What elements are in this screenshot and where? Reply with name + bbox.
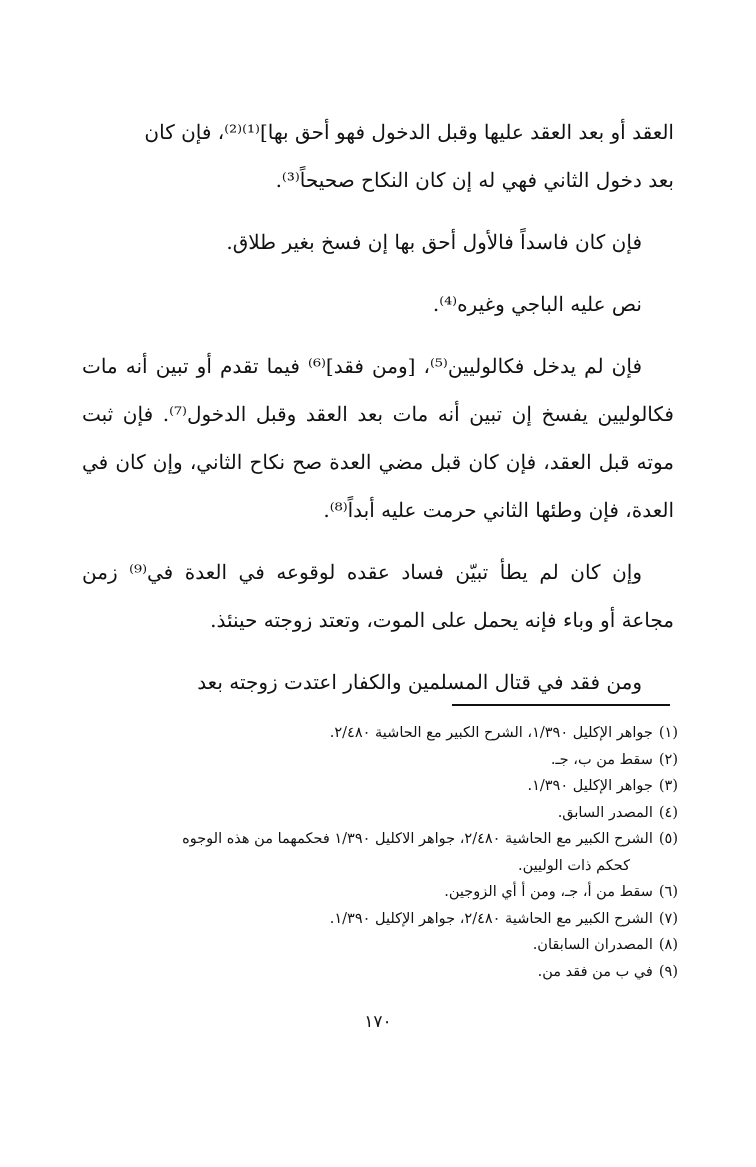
paragraph: فإن كان فاسداً فالأول أحق بها إن فسخ بغير طلاق. xyxy=(226,230,642,254)
footnote-text: جواهر الإكليل ١/٣٩٠، الشرح الكبير مع الحاشية ٢/٤٨٠. xyxy=(329,725,653,741)
footnote-text: الشرح الكبير مع الحاشية ٢/٤٨٠، جواهر الإكليل ١/٣٩٠. xyxy=(329,910,653,927)
paragraph xyxy=(82,108,674,204)
footnote-number: (٧) xyxy=(658,910,678,927)
page-number: ١٧٠ xyxy=(364,1012,392,1032)
text-line: العقد أو بعد العقد عليها وقبل الدخول فهو أحق بها]⁽¹⁾⁽²⁾، فإن كان xyxy=(144,120,674,144)
footnote-number: (٩) xyxy=(658,963,678,980)
footnote xyxy=(70,826,678,853)
footnote-number: (٢) xyxy=(658,751,678,768)
paragraph: نص عليه الباجي وغيره⁽⁴⁾. xyxy=(432,292,642,316)
paragraph: فإن لم يدخل فكالوليين⁽⁵⁾، [ومن فقد]⁽⁶⁾ فيما تقدم أو تبين أنه مات فكالوليين يفسخ إن تبين أنه مات بعد العقد وقبل الدخول⁽⁷⁾. فإن ثبت موته قبل العقد، فإن كان قبل مضي العدة صح نكاح الثاني، وإن كان في العدة، فإن وطئها الثاني حرمت عليه أبداً⁽⁸⁾. xyxy=(82,354,674,522)
footnote-text: جواهر الإكليل ١/٣٩٠. xyxy=(527,778,653,794)
footnote xyxy=(70,800,678,827)
footnote xyxy=(70,879,678,906)
footnote-text: في ب من فقد من. xyxy=(537,963,653,980)
footnote xyxy=(70,906,678,933)
footnote-number: (٣) xyxy=(658,778,678,794)
footnote-number: (٨) xyxy=(658,937,678,953)
footnote-continuation: كحكم ذات الوليين. xyxy=(517,857,630,874)
footnote-divider xyxy=(452,704,670,706)
footnote xyxy=(70,932,678,959)
footnote xyxy=(70,959,678,986)
paragraph: وإن كان لم يطأ تبيّن فساد عقده لوقوعه في العدة في⁽⁹⁾ زمن مجاعة أو وباء فإنه يحمل على الموت، وتعتد زوجته حينئذ. xyxy=(82,560,674,632)
footnote-text: سقط من أ، جـ، ومن أ أي الزوجين. xyxy=(444,884,653,900)
footnote-number: (١) xyxy=(658,725,678,741)
footnote xyxy=(70,720,678,747)
footnote-number: (٤) xyxy=(658,804,678,821)
footnotes xyxy=(70,720,678,985)
footnote-number: (٥) xyxy=(658,831,678,847)
footnote-text: سقط من ب، جـ. xyxy=(550,751,653,768)
text-line: بعد دخول الثاني فهي له إن كان النكاح صحيحاً⁽³⁾. xyxy=(275,168,674,192)
paragraph: ومن فقد في قتال المسلمين والكفار اعتدت زوجته بعد xyxy=(197,670,642,694)
footnote-number: (٦) xyxy=(658,884,678,900)
footnote xyxy=(70,747,678,774)
main-text xyxy=(82,108,674,720)
footnote-text: المصدران السابقان. xyxy=(532,937,653,953)
footnote-text: المصدر السابق. xyxy=(557,804,653,821)
footnote xyxy=(70,773,678,800)
footnote-text: الشرح الكبير مع الحاشية ٢/٤٨٠، جواهر الاكليل ١/٣٩٠ فحكمهما من هذه الوجوه xyxy=(182,831,653,847)
